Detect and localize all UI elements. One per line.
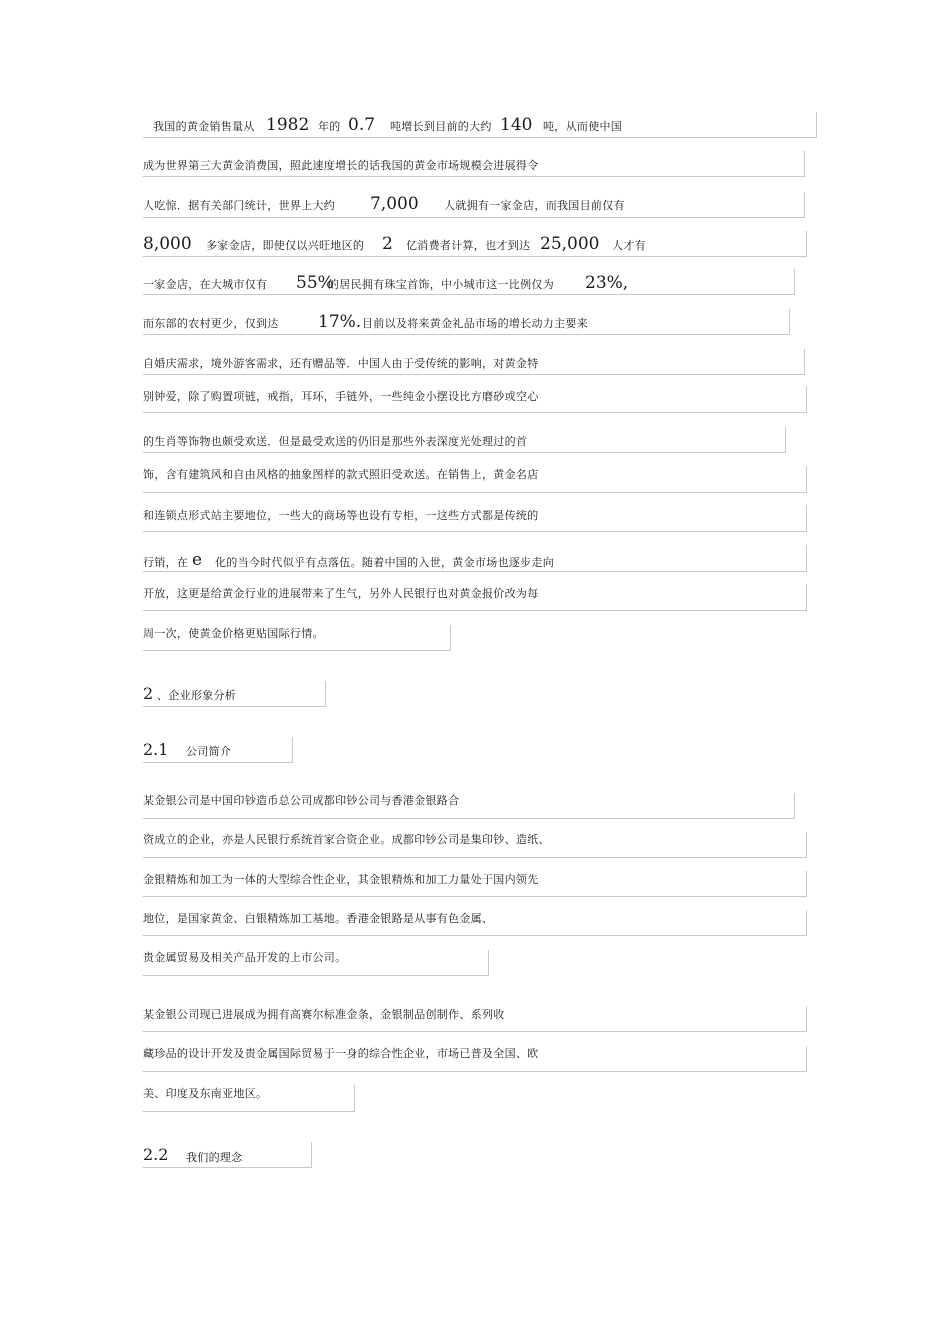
text-fragment: 贵金属贸易及相关产品开发的上市公司。 bbox=[143, 951, 347, 964]
text-fragment: 开放，这更是给黄金行业的进展带来了生气，另外人民银行也对黄金报价改为每 bbox=[143, 587, 539, 600]
text-fragment: 的生肖等饰物也颇受欢送．但是最受欢送的仍旧是那些外表深度光处理过的首 bbox=[143, 435, 528, 448]
text-fragment: 目前以及将来黄金礼品市场的增长动力主要来 bbox=[362, 317, 588, 330]
text-fragment: 某金银公司是中国印钞造币总公司成都印钞公司与香港金银路合 bbox=[143, 794, 460, 807]
text-fragment: 资成立的企业，亦是人民银行系统首家合资企业。成都印钞公司是集印钞、造纸、 bbox=[143, 833, 550, 846]
text-fragment: 自婚庆需求，境外游客需求，还有赠品等．中国人由于受传统的影响，对黄金特 bbox=[143, 357, 539, 370]
heading-title: 公司简介 bbox=[186, 745, 232, 758]
number-value: 7,000 bbox=[370, 194, 419, 214]
heading-number: 2.2 bbox=[143, 1145, 169, 1164]
heading-title: 我们的理念 bbox=[186, 1151, 243, 1164]
heading-title: 、企业形象分析 bbox=[157, 689, 237, 702]
text-fragment: 饰，含有建筑风和自由风格的抽象图样的款式照旧受欢送。在销售上，黄金名店 bbox=[143, 468, 539, 481]
text-fragment: 某金银公司现已进展成为拥有高赛尔标准金条，金银制品创制作、系列收 bbox=[143, 1008, 505, 1021]
heading-number: 2.1 bbox=[143, 740, 169, 759]
number-value: 140 bbox=[500, 115, 533, 135]
text-fragment: 周一次，使黄金价格更贴国际行情。 bbox=[143, 627, 324, 640]
text-fragment: 金银精炼和加工为一体的大型综合性企业，其金银精炼和加工力量处于国内领先 bbox=[143, 873, 539, 886]
text-fragment: 化的当今时代似乎有点落伍。随着中国的入世，黄金市场也逐步走向 bbox=[215, 556, 554, 569]
number-value: 8,000 bbox=[143, 234, 192, 254]
number-value: 25,000 bbox=[540, 234, 600, 254]
text-fragment: 年的 bbox=[318, 120, 341, 133]
text-fragment: 吨，从而使中国 bbox=[543, 120, 623, 133]
text-fragment: 成为世界第三大黄金消费国，照此速度增长的话我国的黄金市场规模会进展得令 bbox=[143, 159, 539, 172]
number-value: 1982 bbox=[266, 115, 310, 135]
text-fragment: 人吃惊．据有关部门统计，世界上大约 bbox=[143, 199, 336, 212]
text-fragment: 别钟爱，除了购置项链，戒指，耳环，手链外，一些纯金小摆设比方磨砂或空心 bbox=[143, 390, 539, 403]
text-fragment: 亿消费者计算，也才到达 bbox=[406, 239, 531, 252]
text-fragment: 人就拥有一家金店，而我国目前仅有 bbox=[444, 199, 625, 212]
text-fragment: 人才有 bbox=[612, 239, 646, 252]
number-value: 0.7 bbox=[348, 115, 376, 135]
number-value: 55% bbox=[296, 273, 334, 293]
text-fragment: 一家金店，在大城市仅有 bbox=[143, 278, 268, 291]
number-value: 2 bbox=[382, 234, 393, 254]
heading-number: 2 bbox=[143, 684, 154, 703]
text-fragment: 我国的黄金销售量从 bbox=[153, 120, 255, 133]
text-fragment: 地位，是国家黄金、白银精炼加工基地。香港金银路是从事有色金属、 bbox=[143, 912, 494, 925]
text-fragment: 吨增长到目前的大约 bbox=[390, 120, 492, 133]
letter-e: e bbox=[192, 550, 203, 570]
text-fragment: 的居民拥有珠宝首饰，中小城市这一比例仅为 bbox=[328, 278, 554, 291]
text-fragment: 而东部的农村更少，仅到达 bbox=[143, 317, 279, 330]
number-value: 17%. bbox=[318, 312, 362, 332]
text-fragment: 多家金店，即使仅以兴旺地区的 bbox=[206, 239, 365, 252]
number-value: 23%, bbox=[585, 273, 629, 293]
text-fragment: 藏珍品的设计开发及贵金属国际贸易于一身的综合性企业，市场已普及全国、欧 bbox=[143, 1047, 539, 1060]
text-fragment: 和连锁点形式站主要地位，一些大的商场等也设有专柜，一这些方式都是传统的 bbox=[143, 509, 539, 522]
text-fragment: 美、印度及东南亚地区。 bbox=[143, 1087, 268, 1100]
text-fragment: 行销，在 bbox=[143, 556, 189, 569]
